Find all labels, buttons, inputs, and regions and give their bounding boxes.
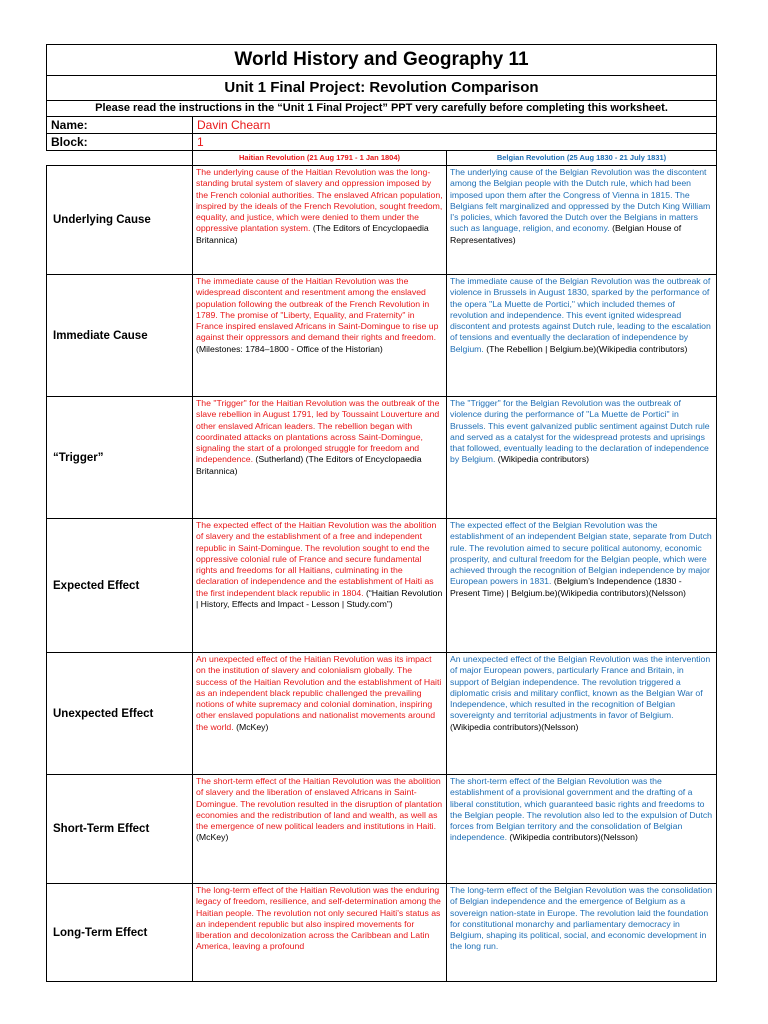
haiti-citation: (McKey) <box>233 721 269 732</box>
belgium-text: The underlying cause of the Belgian Revolution was the discontent among the Belgian people with the Dutch rule, which had been imposed upon them after the Congress of Vienna in 1815. The Belgians felt marginalized and oppressed by the Dutch King William I's policies, which favored the Dutch over the Belgians in matters such as language, religion, and economy. <box>450 167 711 234</box>
belgium-text: The immediate cause of the Belgian Revolution was the outbreak of violence in Brussels in August 1830, sparked by the performance of the opera "La Muette de Portici," which included themes of revolution and independence. This event ignited widespread discontent and protests against Dutch rule, leading to the escalation of tensions and eventually the declaration of independence by Belgium. <box>450 276 711 354</box>
haiti-citation: (Sutherland) (The Editors of Encyclopaedia Britannica) <box>196 454 422 476</box>
belgium-citation: (Wikipedia contributors)(Nelsson) <box>507 832 638 843</box>
row-label: Long-Term Effect <box>47 884 193 982</box>
belgium-citation: (The Rebellion | Belgium.be)(Wikipedia contributors) <box>483 343 688 354</box>
table-row <box>47 884 717 982</box>
instructions-row <box>47 101 717 117</box>
belgium-citation: (Belgian House of Representatives) <box>450 223 682 245</box>
table-row <box>47 653 717 775</box>
row-label: Underlying Cause <box>47 166 193 275</box>
block-field[interactable]: 1 <box>193 134 717 151</box>
column-header-row <box>47 151 717 166</box>
haiti-citation: (The Editors of Encyclopaedia Britannica) <box>196 223 429 245</box>
belgium-citation: (Belgium’s Independence (1830 - Present Time) | Belgium.be)(Wikipedia contributors)(Nelsson) <box>450 576 686 598</box>
belgium-cell[interactable] <box>447 775 717 884</box>
header-spacer <box>47 151 193 166</box>
name-label: Name: <box>47 117 193 134</box>
row-label: “Trigger” <box>47 397 193 519</box>
belgium-text: The "Trigger" for the Belgian Revolution was the outbreak of violence during the performance of "La Muette de Portici" in Brussels. This event galvanized public sentiment against Dutch rule and served as a catalyst for the widespread protests and uprisings that followed, eventually leading to the declaration of independence by Belgium. <box>450 398 710 465</box>
belgium-text: The expected effect of the Belgian Revolution was the establishment of an independent Belgian state, separate from Dutch rule. The revolution aimed to secure political autonomy, economic prosperity, and cultural freedom for the Belgian people, which were achieved through the recognition of Belgian independence by major European powers in 1831. <box>450 520 712 587</box>
haiti-cell[interactable] <box>193 166 447 275</box>
name-field[interactable]: Davin Chearn <box>193 117 717 134</box>
haiti-citation: (“Haitian Revolution | History, Effects and Impact - Lesson | Study.com”) <box>196 587 443 610</box>
row-label: Unexpected Effect <box>47 653 193 775</box>
instructions-text: Please read the instructions in the “Unit 1 Final Project” PPT very carefully before completing this worksheet. <box>47 101 717 117</box>
haiti-text: The expected effect of the Haitian Revolution was the abolition of slavery and the establishment of a free and independent republic in Saint-Domingue. The revolution sought to end the oppressive colonial rule of France and secure fundamental rights and freedoms for all Haitians, culminating in the declaration of independence and the establishment of Haiti as the first independent black republic in 1804. <box>196 520 437 598</box>
row-label: Immediate Cause <box>47 275 193 397</box>
page-title: World History and Geography 11 <box>47 45 717 76</box>
haiti-text: The long-term effect of the Haitian Revolution was the enduring legacy of freedom, resilience, and self-determination among the Haitian people. The revolution not only secured Haiti's status as an independent republic but also inspired movements for liberation and decolonization across the Caribbean and Latin America, leaving a profound <box>196 885 441 952</box>
belgium-text: The long-term effect of the Belgian Revolution was the consolidation of Belgian independence and the emergence of Belgium as a sovereign nation-state in Europe. The revolution laid the foundation for constitutional monarchy and parliamentary democracy in Belgium, shaping its political, social, and economic development in the long run. <box>450 885 713 952</box>
haiti-text: An unexpected effect of the Haitian Revolution was its impact on the institution of slavery and colonialism globally. The success of the Haitian Revolution and the establishment of Haiti as an independent black republic challenged the prevailing notions of white supremacy and colonial domination, inspiring other enslaved populations and nationalist movements around the world. <box>196 654 442 732</box>
haiti-text: The short-term effect of the Haitian Revolution was the abolition of slavery and the liberation of enslaved Africans in Saint-Domingue. The revolution resulted in the disruption of plantation economies and the redistribution of land and wealth, as well as the emergence of new political leaders and institutions in Haiti. <box>196 776 443 832</box>
column-header-belgium: Belgian Revolution (25 Aug 1830 - 21 July 1831) <box>447 151 717 166</box>
belgium-cell[interactable] <box>447 884 717 982</box>
belgium-cell[interactable] <box>447 397 717 519</box>
belgium-cell[interactable] <box>447 275 717 397</box>
title-row <box>47 45 717 76</box>
belgium-citation: (Wikipedia contributors)(Nelsson) <box>450 721 579 732</box>
belgium-text: An unexpected effect of the Belgian Revolution was the intervention of major European powers, particularly France and Britain, in support of Belgian independence. The revolution triggered a diplomatic crisis and military conflict, known as the Belgian War of Independence, which resulted in the recognition of Belgian sovereignty and territorial adjustments in favor of Belgium. <box>450 654 711 721</box>
haiti-cell[interactable] <box>193 775 447 884</box>
table-row <box>47 519 717 653</box>
worksheet-table <box>46 44 717 982</box>
worksheet <box>46 44 716 982</box>
belgium-cell[interactable] <box>447 519 717 653</box>
row-label: Short-Term Effect <box>47 775 193 884</box>
page-subtitle: Unit 1 Final Project: Revolution Comparison <box>47 76 717 101</box>
haiti-text: The immediate cause of the Haitian Revolution was the widespread discontent and resentment among the enslaved population following the outbreak of the French Revolution in 1789. The promise of "Liberty, Equality, and Fraternity" in France inspired enslaved Africans in Saint-Domingue to rise up against their oppressors and demand their rights and freedom. <box>196 276 439 343</box>
haiti-cell[interactable] <box>193 275 447 397</box>
table-row <box>47 397 717 519</box>
subtitle-row <box>47 76 717 101</box>
belgium-cell[interactable] <box>447 653 717 775</box>
name-row <box>47 117 717 134</box>
haiti-cell[interactable] <box>193 653 447 775</box>
belgium-citation: (Wikipedia contributors) <box>495 454 590 465</box>
haiti-text: The underlying cause of the Haitian Revolution was the long-standing brutal system of slavery and oppression imposed by the French colonial authorities. The enslaved African population, inspired by the ideals of the French Revolution, sought freedom, equality, and justice, which were denied to them under the oppressive plantation system. <box>196 167 443 234</box>
belgium-cell[interactable] <box>447 166 717 275</box>
haiti-text: The "Trigger" for the Haitian Revolution was the outbreak of the slave rebellion in August 1791, led by Toussaint Louverture and other enslaved African leaders. The rebellion began with coordinated attacks on plantations across Saint-Domingue, signaling the start of a prolonged struggle for freedom and independence. <box>196 398 440 465</box>
table-row <box>47 775 717 884</box>
haiti-citation: (Milestones: 1784–1800 - Office of the Historian) <box>196 343 383 354</box>
column-header-haiti: Haitian Revolution (21 Aug 1791 - 1 Jan 1804) <box>193 151 447 166</box>
block-row <box>47 134 717 151</box>
block-label: Block: <box>47 134 193 151</box>
table-row <box>47 275 717 397</box>
haiti-citation: (McKey) <box>196 832 229 843</box>
haiti-cell[interactable] <box>193 397 447 519</box>
belgium-text: The short-term effect of the Belgian Revolution was the establishment of a provisional government and the drafting of a liberal constitution, which guaranteed basic rights and freedoms to the Belgian people. The revolution also led to the expulsion of Dutch forces from Belgian territory and the consolidation of Belgian independence. <box>450 776 713 843</box>
row-label: Expected Effect <box>47 519 193 653</box>
haiti-cell[interactable] <box>193 519 447 653</box>
table-row <box>47 166 717 275</box>
haiti-cell[interactable] <box>193 884 447 982</box>
